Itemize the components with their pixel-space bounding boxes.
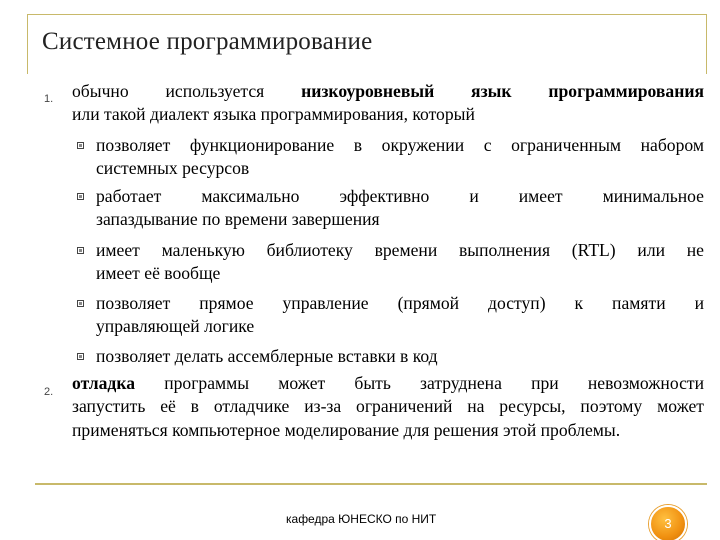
slide-title: Системное программирование <box>42 28 373 55</box>
item-1-text <box>72 80 704 127</box>
list-item <box>96 185 704 232</box>
text-run: обычно используется <box>72 81 302 101</box>
text-run: программы может быть затруднена при невозможности <box>135 373 704 393</box>
text-line: запаздывание по времени завершения <box>96 209 380 230</box>
text-line: или такой диалект языка программирования, который <box>72 104 475 125</box>
list-item <box>96 292 704 339</box>
footer-text: кафедра ЮНЕСКО по НИТ <box>286 512 437 526</box>
text-line: позволяет функционирование в окружении с ограниченным набором <box>96 135 704 155</box>
checkbox-bullet-icon <box>77 247 84 254</box>
text-line: системных ресурсов <box>96 158 250 179</box>
footer-divider <box>35 483 707 485</box>
checkbox-bullet-icon <box>77 193 84 200</box>
text-line: запустить её в отладчике из-за ограничений на ресурсы, поэтому может <box>72 396 704 417</box>
bold-term: низкоуровневый язык программирования <box>301 81 704 101</box>
item-number: 1. <box>44 93 54 105</box>
list-item <box>96 239 704 286</box>
bold-term: отладка <box>72 373 136 393</box>
item-number: 2. <box>44 386 54 398</box>
frame-top-line <box>27 14 707 15</box>
checkbox-bullet-icon <box>77 300 84 307</box>
text-line: имеет маленькую библиотеку времени выполнения (RTL) или не <box>96 240 704 260</box>
text-line: работает максимально эффективно и имеет минимальное <box>96 186 704 206</box>
text-line: управляющей логике <box>96 316 255 337</box>
text-line <box>72 372 704 395</box>
text-line: применяться компьютерное моделирование для решения этой проблемы. <box>72 419 621 440</box>
text-line: позволяет делать ассемблерные вставки в код <box>96 346 438 366</box>
text-line: имеет её вообще <box>96 263 221 284</box>
page-number-badge: 3 <box>649 505 687 540</box>
list-item <box>96 134 704 181</box>
frame-right-line <box>706 14 707 74</box>
list-item <box>96 345 704 368</box>
checkbox-bullet-icon <box>77 353 84 360</box>
frame-left-line <box>27 14 28 74</box>
text-line <box>72 80 704 103</box>
text-line: позволяет прямое управление (прямой доступ) к памяти и <box>96 293 704 313</box>
item-2-text <box>72 372 704 442</box>
checkbox-bullet-icon <box>77 142 84 149</box>
